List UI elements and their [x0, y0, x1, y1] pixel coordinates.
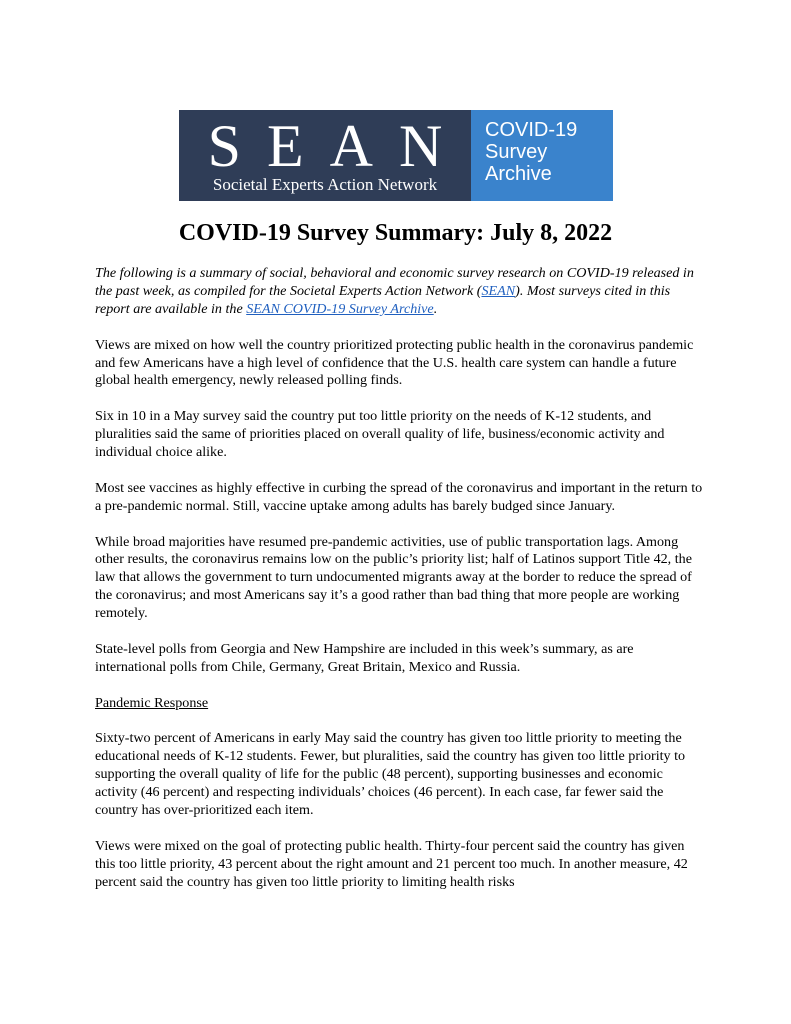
section-paragraph: Views were mixed on the goal of protecting public health. Thirty-four percent said the country has given this too little priority, 43 percent about the right amount and 21 percent too much. In another measure, 42 percent said the country has given too little priority to limiting health risks: [95, 837, 688, 890]
sean-link[interactable]: SEAN: [481, 282, 516, 299]
document-body: [95, 265, 707, 909]
intro-text-2: ). Most surveys cited in this report are available in the: [95, 282, 671, 317]
sean-logo-banner: [179, 110, 613, 201]
page-title: COVID-19 Survey Summary: July 8, 2022: [178, 220, 613, 246]
logo-subtitle: Societal Experts Action Network: [212, 175, 438, 194]
archive-line-1: COVID-19: [485, 119, 578, 141]
archive-line-3: Archive: [485, 163, 552, 185]
intro-text-3: .: [433, 300, 438, 317]
body-paragraph: Views are mixed on how well the country prioritized protecting public health in the coronavirus pandemic and few Americans have a high level of confidence that the U.S. health care system can handle a future global health emergency, newly released polling finds.: [95, 336, 694, 389]
intro-text-1: The following is a summary of social, behavioral and economic survey research on COVID-19 released in the past week, as compiled for the Societal Experts Action Network (: [95, 265, 694, 299]
survey-archive-link[interactable]: SEAN COVID-19 Survey Archive: [246, 300, 434, 317]
section-paragraph: Sixty-two percent of Americans in early May said the country has given too little priority to meeting the educational needs of K-12 students. Fewer, but pluralities, said the country has given too little priority to supporting the overall quality of life for the public (48 percent), supporting businesses and economic activity (46 percent) and respecting individuals’ choices (46 percent). In each case, far fewer said the country has over-prioritized each item.: [95, 730, 686, 819]
intro-paragraph: [95, 265, 707, 319]
archive-line-2: Survey: [485, 141, 548, 163]
sean-logo-mark: [179, 110, 471, 201]
section-heading: Pandemic Response: [95, 694, 209, 711]
body-paragraph: Most see vaccines as highly effective in curbing the spread of the coronavirus and important in the return to a pre-pandemic normal. Still, vaccine uptake among adults has barely budged since January.: [95, 479, 703, 514]
body-paragraph: Six in 10 in a May survey said the country put too little priority on the needs of K-12 students, and pluralities said the same of priorities placed on overall quality of life, business/economic activity and individual choice alike.: [95, 408, 665, 461]
body-paragraph: State-level polls from Georgia and New Hampshire are included in this week’s summary, as are international polls from Chile, Germany, Great Britain, Mexico and Russia.: [95, 640, 634, 675]
body-paragraph: While broad majorities have resumed pre-pandemic activities, use of public transportation lags. Among other results, the coronavirus remains low on the public’s priority list; half of Latinos support Title 42, the law that allows the government to turn undocumented migrants away at the border to reduce the spread of the coronavirus; and most Americans say it’s a good rather than bad thing that more people are working remotely.: [95, 533, 692, 622]
archive-badge: [471, 110, 613, 201]
archive-badge-text: [485, 119, 577, 185]
logo-letters: SEAN: [207, 113, 469, 179]
